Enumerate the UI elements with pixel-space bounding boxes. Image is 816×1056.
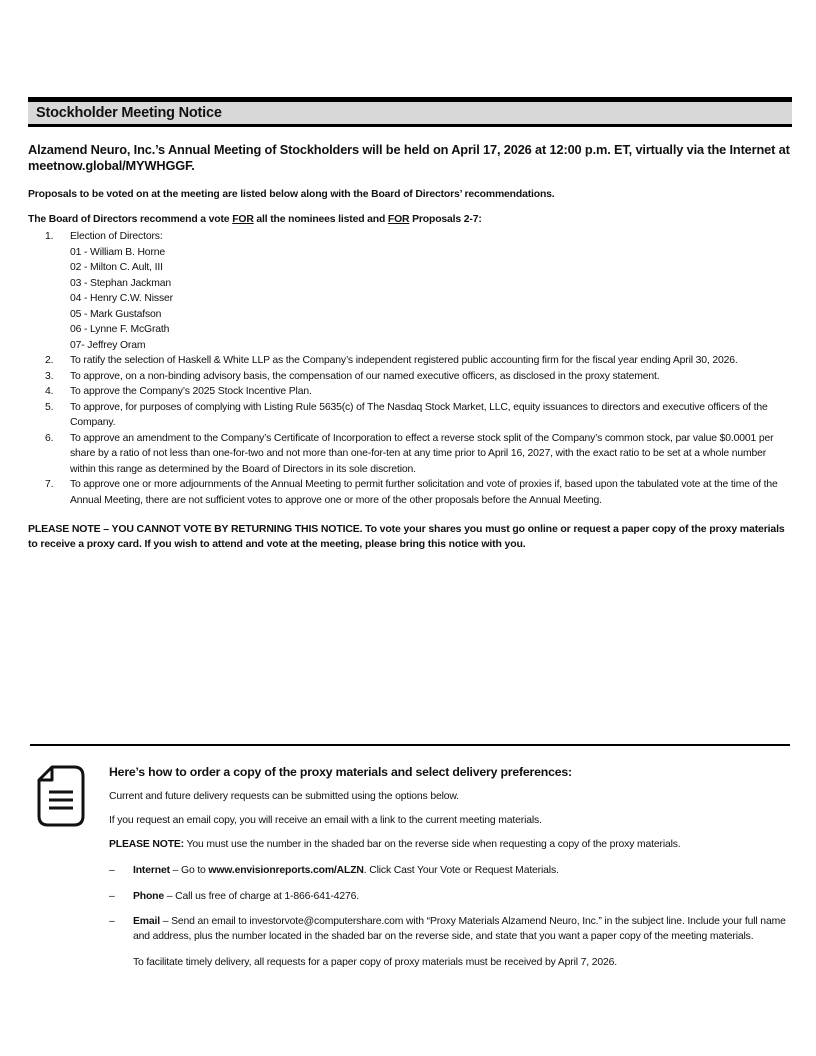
recommendation-text: Proposals 2-7: bbox=[409, 214, 482, 225]
email-option-text bbox=[133, 915, 790, 944]
delivery-deadline: To facilitate timely delivery, all requests for a paper copy of proxy materials must be received by April 7, 2026. bbox=[133, 957, 617, 968]
bullet-dash: – bbox=[109, 890, 115, 902]
bullet-dash: – bbox=[109, 865, 115, 876]
delivery-options-list bbox=[109, 864, 790, 944]
proposal-number: 4. bbox=[45, 386, 54, 397]
phone-option bbox=[109, 890, 790, 905]
email-text: Send an email to investorvote@computershare.com with “Proxy Materials Alzamend Neuro, Inc.” in the subject line. Include your full name and address, plus the number located in the shaded bar on the reverse side, and state that you want a paper copy of the meeting materials. bbox=[133, 916, 786, 942]
proposal-number: 2. bbox=[45, 355, 54, 366]
label-separator: – bbox=[164, 890, 176, 902]
proposal-text: To ratify the selection of Haskell & White LLP as the Company’s independent registered public accounting firm for the fiscal year ending April 30, 2026. bbox=[70, 355, 738, 366]
internet-label: Internet bbox=[133, 865, 170, 876]
order-materials-body bbox=[30, 765, 790, 970]
proposal-text: To approve, on a non-binding advisory basis, the compensation of our named executive officers, as disclosed in the proxy statement. bbox=[70, 370, 660, 382]
nominee-6: 06 - Lynne F. McGrath bbox=[70, 324, 170, 335]
proposal-number: 7. bbox=[45, 479, 54, 490]
please-note-label: PLEASE NOTE: bbox=[109, 839, 184, 850]
order-heading: Here’s how to order a copy of the proxy materials and select delivery preferences: bbox=[109, 765, 572, 779]
label-separator: – bbox=[169, 865, 182, 876]
notice-content bbox=[28, 97, 792, 552]
internet-text-post: . Click Cast Your Vote or Request Materials. bbox=[363, 865, 559, 876]
for-emphasis-2: FOR bbox=[387, 214, 410, 225]
bullet-dash: – bbox=[109, 916, 115, 927]
proposal-text: To approve one or more adjournments of the Annual Meeting to permit further solicitation and vote of proxies if, based upon the tabulated vote at the time of the Annual Meeting, there are not sufficient votes to approve one or more of the other proposals before the Annual Meeting. bbox=[70, 479, 778, 506]
internet-text: Go to bbox=[181, 865, 209, 876]
proposal-number: 5. bbox=[45, 401, 54, 413]
proposal-item-7 bbox=[28, 477, 792, 508]
internet-option bbox=[109, 864, 790, 879]
proposal-list bbox=[28, 229, 792, 508]
section-divider bbox=[30, 744, 790, 746]
proposal-item-4 bbox=[28, 384, 792, 400]
for-emphasis-1: FOR bbox=[232, 214, 254, 225]
order-line-1: Current and future delivery requests can be submitted using the options below. bbox=[109, 791, 459, 802]
order-instructions bbox=[109, 765, 790, 970]
proposal-text: To approve an amendment to the Company’s Certificate of Incorporation to effect a reverse stock split of the Company’s common stock, par value $0.0001 per share by a ratio of not less than one-for-two and not more than one-for-ten at any time prior to April 16, 2027, with the exact ratio to be set at a whole number within this range as determined by the Board of Directors in its sole discretion. bbox=[70, 432, 774, 475]
proposal-text: Election of Directors: bbox=[70, 231, 163, 242]
proposal-item-1 bbox=[28, 229, 792, 353]
notice-title-bar bbox=[28, 97, 792, 127]
proposal-text: To approve, for purposes of complying with Listing Rule 5635(c) of The Nasdaq Stock Market, LLC, equity issuances to directors and executive officers of the Company. bbox=[70, 401, 768, 428]
phone-option-text bbox=[133, 890, 790, 905]
proposal-item-3 bbox=[28, 369, 792, 385]
meeting-intro-paragraph: Alzamend Neuro, Inc.’s Annual Meeting of Stockholders will be held on April 17, 2026 at 12:00 p.m. ET, virtually via the Internet at meetnow.global/MYWHGGF. bbox=[28, 142, 790, 173]
recommendation-text: The Board of Directors recommend a vote bbox=[28, 214, 233, 225]
board-recommendation-paragraph bbox=[28, 213, 792, 226]
nominee-3: 03 - Stephan Jackman bbox=[70, 277, 171, 289]
proposals-note-paragraph: Proposals to be voted on at the meeting are listed below along with the Board of Directors’ recommendations. bbox=[28, 189, 555, 200]
nominee-5: 05 - Mark Gustafson bbox=[70, 308, 162, 320]
proposal-text: To approve the Company’s 2025 Stock Incentive Plan. bbox=[70, 386, 312, 397]
order-please-note bbox=[109, 838, 790, 852]
envisionreports-link: www.envisionreports.com/ALZN bbox=[208, 865, 364, 876]
order-materials-section bbox=[30, 744, 790, 970]
email-label: Email bbox=[133, 916, 160, 927]
nominee-2: 02 - Milton C. Ault, III bbox=[70, 262, 163, 273]
email-option bbox=[109, 915, 790, 944]
internet-option-text bbox=[133, 864, 790, 879]
page-title: Stockholder Meeting Notice bbox=[36, 105, 222, 121]
nominee-list bbox=[70, 245, 792, 354]
phone-text: Call us free of charge at 1-866-641-4276. bbox=[175, 890, 360, 902]
cannot-vote-warning: PLEASE NOTE – YOU CANNOT VOTE BY RETURNING THIS NOTICE. To vote your shares you must go online or request a paper copy of the proxy materials to receive a proxy card. If you wish to attend and vote at the meeting, please bring this notice with you. bbox=[28, 523, 785, 550]
proposal-number: 3. bbox=[45, 370, 54, 382]
document-icon bbox=[37, 765, 85, 827]
proposal-number: 6. bbox=[45, 432, 54, 444]
proposal-item-6 bbox=[28, 431, 792, 478]
proposal-item-2 bbox=[28, 353, 792, 369]
nominee-4: 04 - Henry C.W. Nisser bbox=[70, 293, 173, 304]
phone-label: Phone bbox=[133, 890, 165, 902]
proposal-number: 1. bbox=[45, 231, 54, 242]
nominee-7: 07- Jeffrey Oram bbox=[70, 339, 146, 351]
proposal-item-5 bbox=[28, 400, 792, 431]
proposal-body bbox=[70, 229, 792, 353]
recommendation-text: all the nominees listed and bbox=[253, 214, 388, 225]
order-line-2: If you request an email copy, you will receive an email with a link to the current meeting materials. bbox=[109, 815, 542, 826]
label-separator: – bbox=[159, 916, 172, 927]
please-note-text: You must use the number in the shaded bar on the reverse side when requesting a copy of the proxy materials. bbox=[183, 839, 681, 850]
nominee-1: 01 - William B. Horne bbox=[70, 246, 166, 258]
